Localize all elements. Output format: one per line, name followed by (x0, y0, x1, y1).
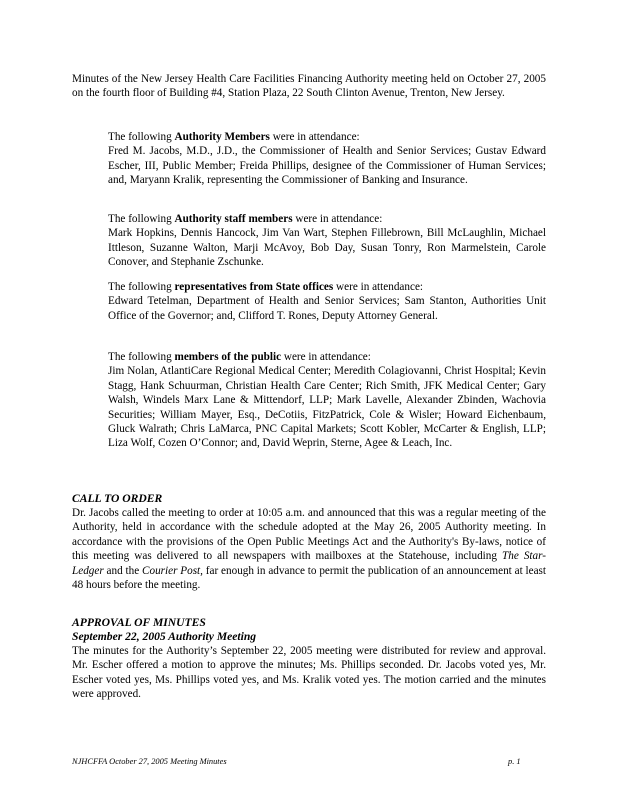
staff-header: The following Authority staff members were in attendance: (108, 213, 383, 225)
approval-paragraph: The minutes for the Authority’s September 22, 2005 meeting were distributed for review and approval. Mr. Escher offered a motion to approve the minutes; Ms. Phillips seconded. Dr. Jacobs voted yes, Mr. Escher voted yes, Ms. Phillips voted yes, and Ms. Kralik voted yes. The motion carried and the minutes were approved. (72, 645, 546, 701)
staff-block (108, 212, 546, 270)
approval-subheading: September 22, 2005 Authority Meeting (72, 630, 257, 643)
footer-title: NJHCFFA October 27, 2005 Meeting Minutes (72, 757, 227, 766)
state-header: The following representatives from State offices were in attendance: (108, 281, 424, 293)
courier-post-title: Courier Post, (142, 564, 203, 577)
staff-header-bold: Authority staff members (174, 213, 293, 225)
members-header-bold: Authority Members (174, 131, 270, 143)
public-header-bold: members of the public (174, 351, 282, 363)
state-header-bold: representatives from State offices (174, 281, 334, 293)
page-number: p. 1 (508, 757, 521, 766)
intro-paragraph: Minutes of the New Jersey Health Care Facilities Financing Authority meeting held on October 27, 2005 on the fourth floor of Building #4, Station Plaza, 22 South Clinton Avenue, Trenton, New Jersey. (72, 73, 546, 100)
state-list: Edward Tetelman, Department of Health and Senior Services; Sam Stanton, Authorities Unit Office of the Governor; and, Clifford T. Rones, Deputy Attorney General. (108, 295, 546, 322)
public-block (108, 350, 546, 451)
call-to-order-paragraph: Dr. Jacobs called the meeting to order at 10:05 a.m. and announced that this was a regular meeting of the Authority, held in accordance with the schedule adopted at the May 26, 2005 Authority meeting. In accordance with the provisions of the Open Public Meetings Act and the Authority's By-laws, notice of this meeting was delivered to all newspapers with mailboxes at the Statehouse, including The Star-Ledger and the Courier Post, far enough in advance to permit the publication of an announcement at least 48 hours before the meeting. (72, 507, 547, 592)
star-ledger-title: The Star-Ledger (72, 550, 546, 577)
members-header: The following Authority Members were in attendance: (108, 131, 360, 143)
approval-heading: APPROVAL OF MINUTES (72, 616, 206, 629)
members-list: Fred M. Jacobs, M.D., J.D., the Commissioner of Health and Senior Services; Gustav Edward Escher, III, Public Member; Freida Phillips, designee of the Commissioner of Human Services; and, Maryann Kralik, representing the Commissioner of Banking and Insurance. (108, 145, 546, 187)
members-block (108, 130, 546, 188)
public-header: The following members of the public were in attendance: (108, 351, 371, 363)
public-list: Jim Nolan, AtlantiCare Regional Medical Center; Meredith Colagiovanni, Christ Hospital; Kevin Stagg, Hank Schuurman, Christian Health Care Center; Rich Smith, JFK Medical Center; Gary Walsh, Windels Marx Lane & Mittendorf, LLP; Mark Lavelle, Alexander Zbinden, Wachovia Securities; William Mayer, Esq., DeCotiis, FitzPatrick, Cole & Wisler; Howard Eichenbaum, Gluck Walrath; Chris LaMarca, PNC Capital Markets; Scott Kobler, McCarter & English, LLP; Liza Wolf, Cozen O’Connor; and, David Weprin, Sterne, Agee & Leach, Inc. (108, 365, 546, 450)
staff-list: Mark Hopkins, Dennis Hancock, Jim Van Wart, Stephen Fillebrown, Bill McLaughlin, Michael Ittleson, Suzanne Walton, Marji McAvoy, Bob Day, Susan Tonry, Ron Marmelstein, Carole Conover, and Stephanie Zschunke. (108, 227, 546, 269)
call-to-order-heading: CALL TO ORDER (72, 492, 163, 505)
state-block (108, 280, 546, 323)
